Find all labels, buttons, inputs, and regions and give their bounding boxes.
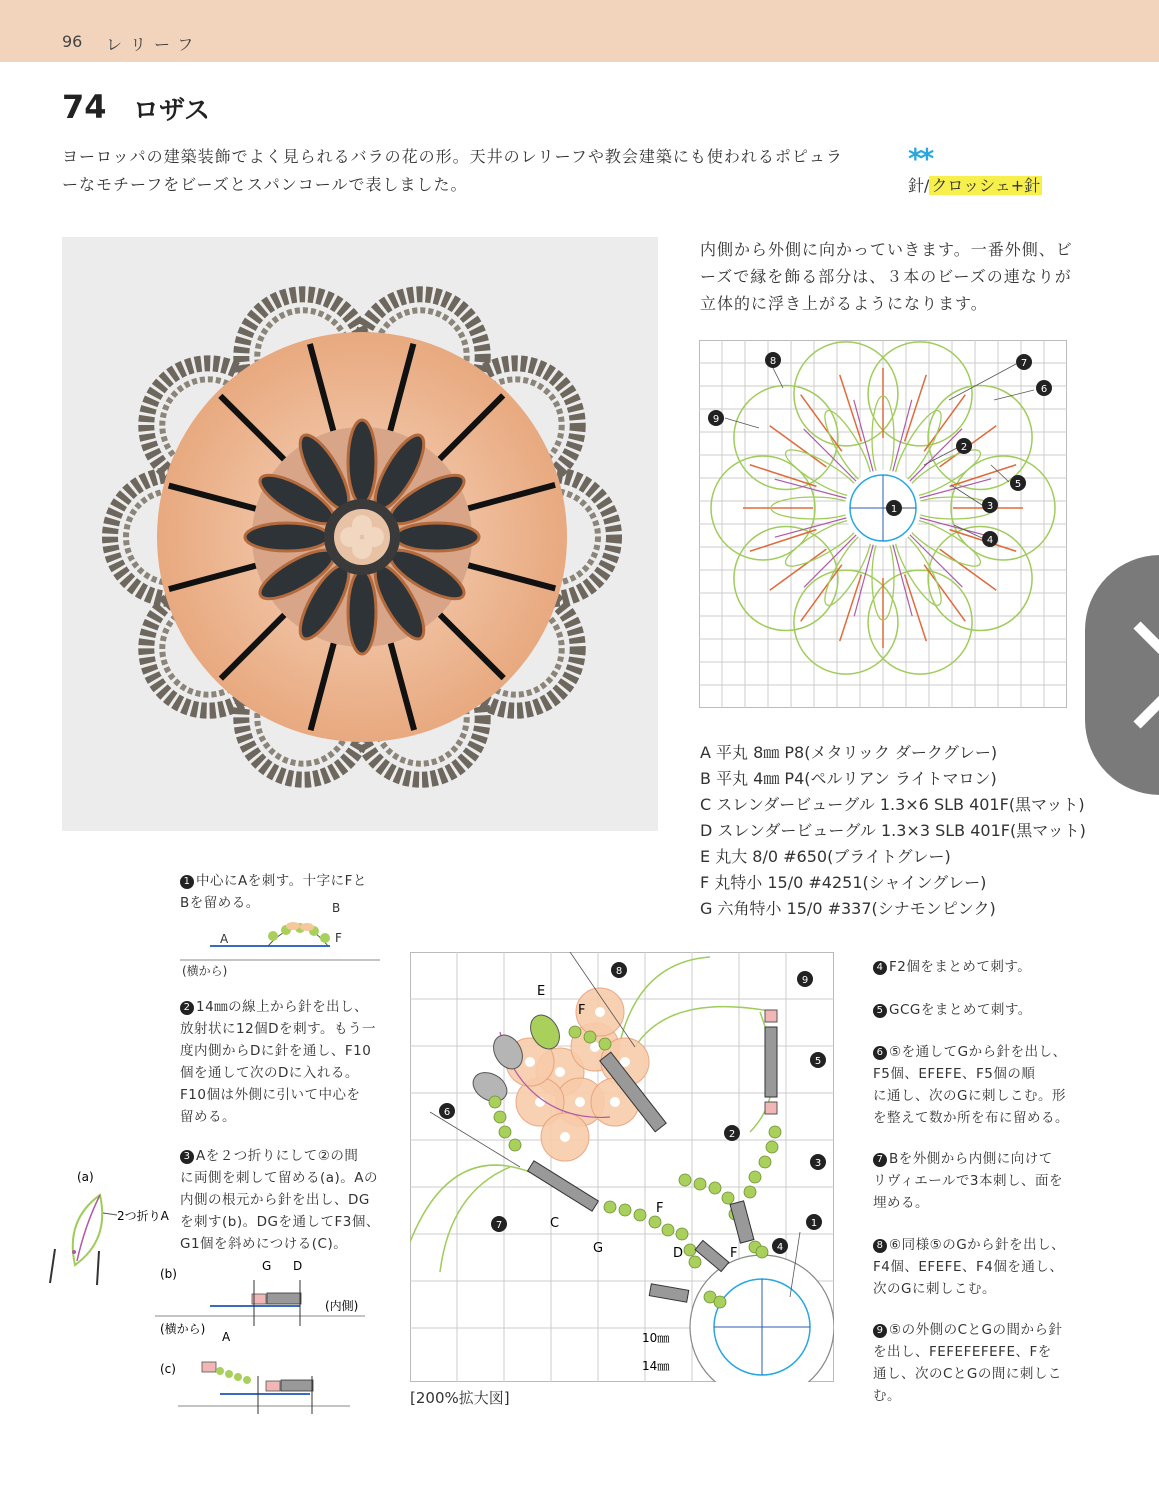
svg-text:9: 9 [801, 975, 809, 986]
svg-text:G: G [262, 1259, 272, 1273]
svg-text:(c): (c) [160, 1362, 176, 1376]
svg-text:(b): (b) [160, 1267, 177, 1281]
step-2: 2 14㎜の線上から針を出し、 放射状に12個Dを刺す。もう一 度内側からDに針を通し、F10 個を通して次のDに入れる。 F10個は外側に引いて中心を 留める。 [180, 999, 376, 1125]
svg-text:8: 8 [615, 966, 623, 977]
svg-text:6: 6 [1040, 384, 1048, 395]
next-page-button[interactable] [1085, 555, 1159, 795]
svg-text:10㎜: 10㎜ [642, 1331, 670, 1345]
svg-text:7: 7 [495, 1220, 503, 1231]
svg-text:5: 5 [814, 1056, 822, 1067]
svg-text:(横から): (横から) [160, 1322, 206, 1336]
material-item: B 平丸 4㎜ P4(ペルリアン ライトマロン) [700, 769, 997, 788]
material-item: A 平丸 8㎜ P8(メタリック ダークグレー) [700, 743, 998, 762]
svg-text:B: B [332, 901, 341, 915]
scale-note: [200%拡大図] [410, 1389, 510, 1407]
svg-text:6: 6 [443, 1107, 451, 1118]
description-text: 内側から外側に向かっていきます。一番外側、ビ ーズで縁を飾る部分は、３本のビーズの連なりが 立体的に浮き上がるようになります。 [700, 240, 1073, 313]
material-item: G 六角特小 15/0 #337(シナモンピンク) [700, 899, 996, 918]
material-item: E 丸大 8/0 #650(ブライトグレー) [700, 847, 951, 866]
step-1: 1 中心にAを刺す。十字にFと Bを留める。 [180, 873, 367, 911]
material-item: C スレンダービューグル 1.3×6 SLB 401F(黒マット) [700, 795, 1085, 814]
step-3-bc-diagram [150, 1258, 380, 1418]
pattern-grid-diagram [699, 340, 1067, 708]
material-item: D スレンダービューグル 1.3×3 SLB 401F(黒マット) [700, 821, 1086, 840]
svg-text:3: 3 [986, 501, 994, 512]
svg-text:4: 4 [776, 1242, 784, 1253]
svg-text:3: 3 [814, 1158, 822, 1169]
svg-text:A: A [222, 1330, 231, 1344]
svg-text:C: C [550, 1216, 560, 1231]
svg-text:(内側): (内側) [325, 1299, 359, 1313]
pattern-title: ロザス [133, 96, 210, 126]
svg-text:A: A [220, 932, 229, 946]
step-3: 3 Aを２つ折りにして②の間 に両側を刺して留める(a)。Aの 内側の根元から針を出し、DG を刺す(b)。DGを通してF3個、 G1個を斜めにつける(C)。 [180, 1148, 380, 1252]
svg-text:4: 4 [986, 535, 994, 546]
svg-text:D: D [293, 1259, 303, 1273]
rosette-photo-drawing [62, 237, 658, 831]
svg-text:2つ折りA: 2つ折りA [117, 1209, 169, 1223]
section-title: レリーフ [106, 35, 202, 54]
step-7: 7 Bを外側から内側に向けて リヴィエールで3本刺し、面を 埋める。 [873, 1151, 1064, 1211]
step-9: 9 ⑤の外側のCとGの間から針 を出し、FEFEFEFEFE、Fを 通し、次のCとGの間に刺しこむ。 [873, 1322, 1063, 1404]
svg-text:5: 5 [1014, 479, 1022, 490]
svg-text:14㎜: 14㎜ [642, 1359, 670, 1373]
product-photo [62, 237, 658, 831]
enlarged-diagram [410, 952, 834, 1382]
svg-text:2: 2 [728, 1129, 736, 1140]
step-1-diagram [180, 900, 380, 980]
svg-text:D: D [673, 1246, 684, 1261]
material-item: F 丸特小 15/0 #4251(シャイングレー) [700, 873, 987, 892]
technique-label: 針/ クロッシェ+針 [908, 176, 1041, 195]
svg-text:(a): (a) [77, 1170, 94, 1184]
svg-text:F: F [578, 1003, 586, 1018]
svg-text:F: F [730, 1246, 738, 1261]
intro-text: ヨーロッパの建築装飾でよく見られるバラの花の形。天井のレリーフや教会建築にも使われるポピュラ ーなモチーフをビーズとスパンコールで表しました。 [62, 147, 843, 194]
svg-text:9: 9 [712, 414, 720, 425]
svg-text:E: E [537, 984, 546, 999]
technique-highlight: クロッシェ+針 [931, 176, 1041, 195]
step-6: 6 ⑤を通してGから針を出し、 F5個、EFEFE、F5個の順 に通し、次のGに刺しこむ。形 を整えて数か所を布に留める。 [873, 1044, 1069, 1126]
svg-text:F: F [656, 1201, 664, 1216]
chevron-right-icon [1127, 615, 1159, 735]
pattern-number: 74 [62, 88, 107, 126]
svg-text:(横から): (横から) [182, 964, 228, 978]
step-5: 5 GCGをまとめて刺す。 [873, 999, 1078, 1021]
svg-text:1: 1 [810, 1218, 818, 1229]
svg-text:7: 7 [1020, 358, 1028, 369]
step-8: 8 ⑥同様⑤のGから針を出し、 F4個、EFEFE、F4個を通し、 次のGに刺しこむ。 [873, 1237, 1066, 1297]
svg-text:F: F [335, 931, 342, 945]
difficulty-stars: ** [908, 142, 932, 175]
svg-text:8: 8 [769, 356, 777, 367]
step-4: 4 F2個をまとめて刺す。 [873, 956, 1078, 978]
svg-text:G: G [593, 1241, 604, 1256]
svg-text:2: 2 [960, 442, 968, 453]
materials-list [700, 740, 1086, 922]
svg-text:1: 1 [890, 504, 898, 515]
page-number: 96 [62, 32, 83, 51]
